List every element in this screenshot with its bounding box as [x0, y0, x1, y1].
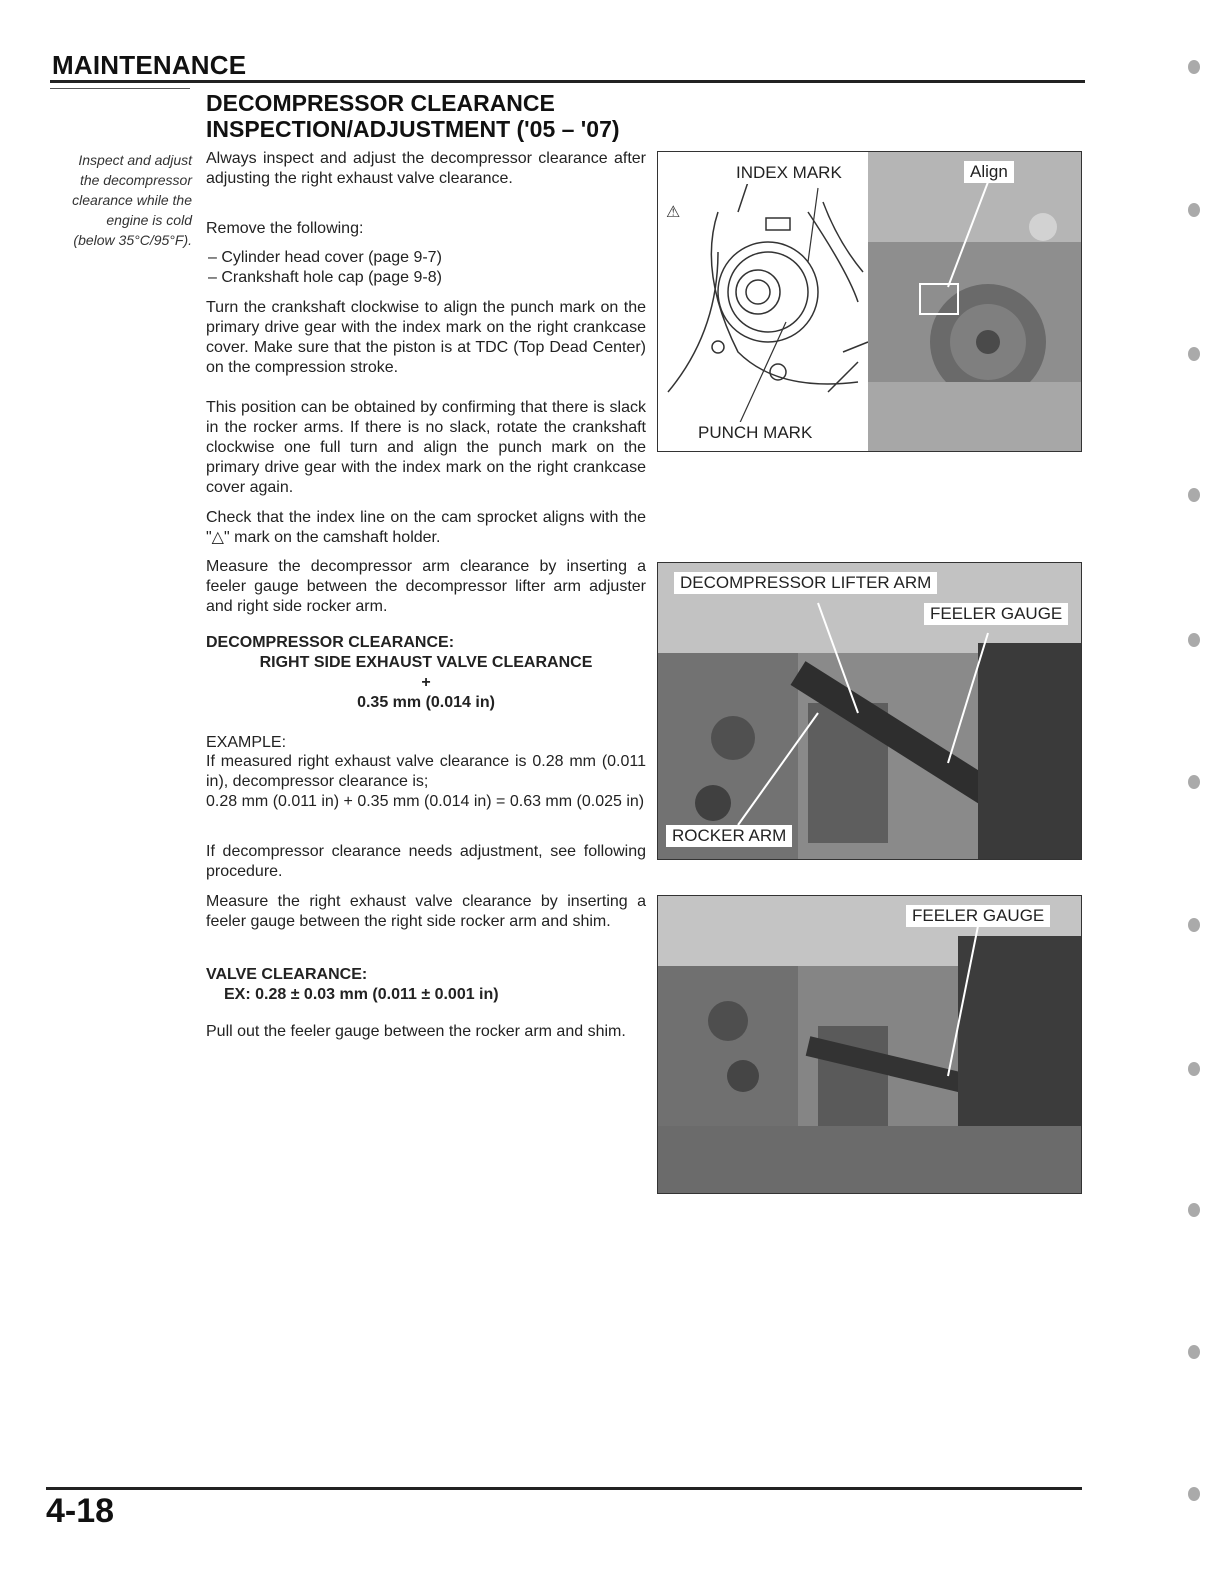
title-line-2: INSPECTION/ADJUSTMENT ('05 – '07) — [206, 116, 620, 142]
figure-valve-clearance — [657, 895, 1082, 1194]
spec-line: RIGHT SIDE EXHAUST VALVE CLEARANCE — [259, 654, 593, 671]
figure-decompressor — [657, 562, 1082, 860]
paragraph-3: Turn the crankshaft clockwise to align the punch mark on the primary drive gear with the index mark on the right crankcase cover. Make sure that the piston is at TDC (Top Dead Center) on the compression stroke. — [206, 299, 646, 376]
paragraph-9: Pull out the feeler gauge between the rocker arm and shim. — [206, 1023, 626, 1040]
spec-label: DECOMPRESSOR CLEARANCE: — [206, 634, 455, 651]
feeler-gauge-callout: FEELER GAUGE — [906, 905, 1050, 927]
binding-hole-mark — [1188, 60, 1200, 74]
index-mark-callout: INDEX MARK — [730, 162, 848, 184]
example-text-2: 0.28 mm (0.011 in) + 0.35 mm (0.014 in) = 0.63 mm (0.025 in) — [206, 793, 645, 810]
title-line-1: DECOMPRESSOR CLEARANCE — [206, 90, 555, 116]
sidenote-rule — [50, 88, 190, 89]
binding-hole-mark — [1188, 775, 1200, 789]
align-callout: Align — [964, 161, 1014, 183]
removal-list — [208, 248, 648, 288]
binding-hole-mark — [1188, 203, 1200, 217]
list-item: – Crankshaft hole cap (page 9-8) — [208, 269, 442, 286]
binding-hole-mark — [1188, 1487, 1200, 1501]
figure-drawing — [658, 152, 1081, 451]
paragraph-4: This position can be obtained by confirming that there is slack in the rocker arms. If there is no slack, rotate the crankshaft clockwise one full turn and align the punch mark on the primary drive gear with the index mark on the right crankcase cover again. — [206, 399, 646, 496]
feeler-gauge-callout: FEELER GAUGE — [924, 603, 1068, 625]
side-note-line: Inspect and adjust — [78, 152, 192, 168]
section-label: MAINTENANCE — [52, 50, 247, 80]
spec-value: 0.35 mm (0.014 in) — [357, 694, 495, 711]
side-note-line: clearance while the — [72, 192, 192, 208]
binding-hole-mark — [1188, 1345, 1200, 1359]
binding-hole-mark — [1188, 488, 1200, 502]
paragraph-8: Measure the right exhaust valve clearance by inserting a feeler gauge between the right side rocker arm and shim. — [206, 893, 646, 930]
spec-value: EX: 0.28 ± 0.03 mm (0.011 ± 0.001 in) — [224, 986, 499, 1003]
side-note-line: the decompressor — [79, 172, 192, 188]
binding-hole-mark — [1188, 1062, 1200, 1076]
rocker-arm-callout: ROCKER ARM — [666, 825, 792, 847]
header-rule — [50, 80, 1085, 83]
figure-photo — [658, 896, 1081, 1193]
spec-label: VALVE CLEARANCE: — [206, 966, 368, 983]
paragraph-7: If decompressor clearance needs adjustment, see following procedure. — [206, 843, 646, 880]
spec-decompressor — [206, 633, 646, 713]
binding-hole-mark — [1188, 918, 1200, 932]
binding-hole-mark — [1188, 1203, 1200, 1217]
spec-valve — [206, 965, 646, 1005]
punch-mark-callout: PUNCH MARK — [692, 422, 818, 444]
side-note-line: (below 35°C/95°F). — [73, 232, 192, 248]
triangle-mark-icon: ⚠ — [666, 204, 681, 221]
page-title — [206, 90, 620, 142]
figure-index-mark — [657, 151, 1082, 452]
list-item: – Cylinder head cover (page 9-7) — [208, 249, 442, 266]
paragraph-6: Measure the decompressor arm clearance by inserting a feeler gauge between the decompressor lifter arm adjuster and right side rocker arm. — [206, 558, 646, 615]
example-label: EXAMPLE: — [206, 734, 287, 751]
side-note — [54, 150, 192, 250]
binding-hole-mark — [1188, 347, 1200, 361]
binding-hole-mark — [1188, 633, 1200, 647]
paragraph-2: Remove the following: — [206, 220, 364, 237]
paragraph-5: Check that the index line on the cam sprocket aligns with the "△" mark on the camshaft holder. — [206, 509, 646, 546]
example-text-1: If measured right exhaust valve clearance is 0.28 mm (0.011 in), decompressor clearance is; — [206, 753, 646, 790]
side-note-line: engine is cold — [106, 212, 192, 228]
paragraph-1: Always inspect and adjust the decompressor clearance after adjusting the right exhaust valve clearance. — [206, 150, 646, 187]
footer-rule — [46, 1487, 1082, 1490]
spec-plus: + — [421, 674, 431, 691]
page-number: 4-18 — [46, 1492, 115, 1530]
decompressor-lifter-arm-callout: DECOMPRESSOR LIFTER ARM — [674, 572, 937, 594]
